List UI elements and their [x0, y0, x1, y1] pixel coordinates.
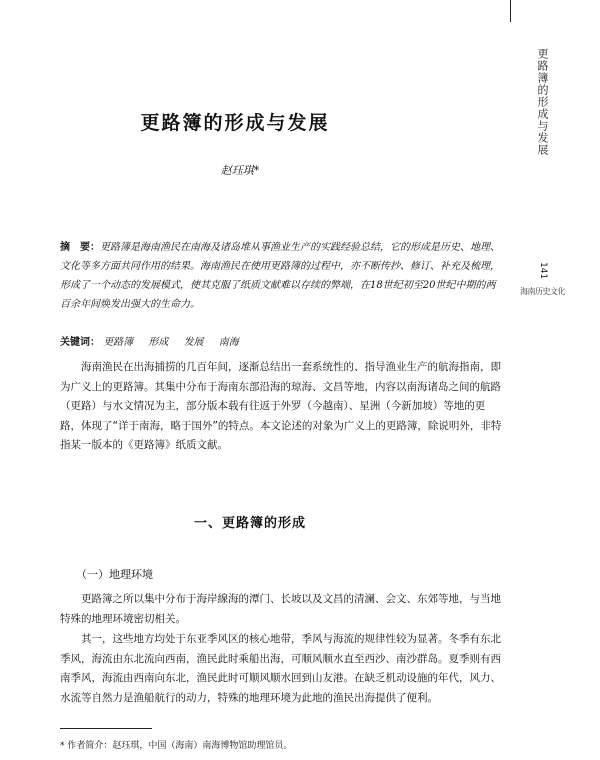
body-paragraph: 其一，这些地方均处于东亚季风区的核心地带，季风与海流的规律性较为显著。冬季有东北季风，海流由东北流向西南，渔民此时乘船出海，可顺风顺水直至西沙、南沙群岛。夏季则有西南季风，海流由西南向东北，渔民此时可顺风顺水回到山友港。在缺乏机动设施的年代，风力、水流等自然力是渔船航行的动力，特殊的地理环境为此地的渔民出海提供了便利。 [60, 633, 501, 704]
keywords-label: 关键词： [60, 337, 100, 348]
keyword: 发展 [183, 337, 204, 348]
section-heading: 一、更路簿的形成 [193, 516, 306, 531]
abstract [60, 238, 502, 314]
keyword: 南海 [218, 337, 239, 348]
abstract-text: 更路簿是海南渔民在南海及诸岛堆从事渔业生产的实践经验总结，它的形成是历史、地理、文化等多方面共同作用的结果。海南渔民在使用更路簿的过程中，亦不断传抄、修订、补充及梳理，形成了一个动态的发展模式，使其克服了纸质文献难以存续的弊端，在18世纪初至20世纪中期的两百余年间焕发出强大的生命力。 [60, 242, 500, 310]
body-paragraph: 更路簿之所以集中分布于海岸線海的潭门、长坡以及文昌的清澜、会文、东郊等地，与当地特殊的地理环境密切相关。 [60, 593, 501, 625]
page-number: 141 [538, 262, 548, 280]
keyword: 更路簿 [103, 337, 134, 348]
article-title: 更路簿的形成与发展 [140, 112, 330, 134]
series-mark: 海南历史文化 [520, 287, 565, 296]
intro-paragraph: 海南渔民在出海捕捞的几百年间，逐渐总结出一套系统性的、指导渔业生产的航海指南，即为广义上的更路簿。其集中分布于海南东部沿海的琼海、文昌等地，内容以南海诸岛之间的航路（更路）与水文情况为主，部分版本载有往返于外罗（今越南）、星洲（今新加坡）等地的更路，体现了“详于南海，略于国外”的特点。本文论述的对象为广义上的更路簿，除说明外，非特指某一版本的《更路簿》纸质文献。 [60, 361, 502, 451]
author-line: 赵珏琪* [220, 164, 260, 177]
keywords [60, 334, 502, 352]
margin-rule [510, 0, 511, 22]
abstract-label: 摘 要： [60, 242, 100, 253]
footnote: * 作者简介：赵珏琪，中国（海南）南海博物馆助理馆员。 [60, 741, 293, 751]
keyword: 形成 [148, 337, 169, 348]
subsection-heading: （一）地理环境 [76, 568, 153, 581]
footnote-rule [60, 728, 152, 729]
running-head: 更路簿的形成与发展 [536, 48, 549, 156]
